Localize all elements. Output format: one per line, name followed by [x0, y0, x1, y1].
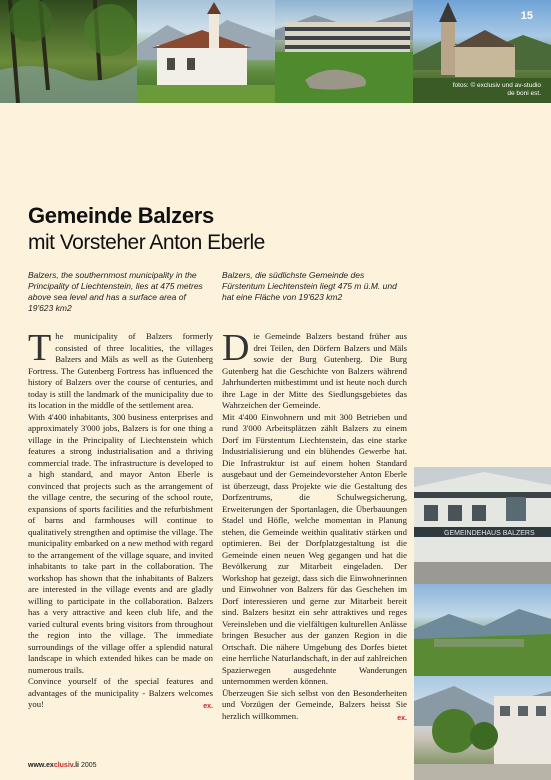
article-subtitle: mit Vorsteher Anton Eberle [28, 231, 265, 254]
gemeindehaus-graphic [414, 467, 551, 584]
photo-chapel [137, 0, 275, 103]
paragraph-en-1 [28, 327, 213, 412]
header-photo-strip [0, 0, 551, 103]
article-title: Gemeinde Balzers [28, 203, 214, 228]
signature-en: ex. [203, 703, 213, 710]
photo-credit: fotos: © exclusiv und av-studio de boni est. [452, 82, 541, 97]
paragraph-de-2: Mit 4'400 Einwohnern und mit 300 Betrieben und rund 3'000 Arbeitsplätzen zählt Balzers zu einem Dorf im Fürstentum Liechtenstein, das eine starke Industrialisierung und ein blühendes Gewerbe hat. Die Infrastruktur ist auf einem hohen Standard ausgebaut und der Gemeindevorsteher Anton Eberle ist überzeugt, dass Projekte wie die Gestaltung des Dorfzentrums, die Schulwegsicherung, Erweiterungen der Sportanlagen, die Überbauungen Stadel und Höfle, welche momentan in Planung stehen, die Gemeinde weithin qualitativ stärken und optimieren. Bei der Dorfplatzgestaltung ist die Gemeinde einen neuen Weg gegangen und hat die Bevölkerung zur Mitarbeit eingeladen. Der Workshop hat gezeigt, dass sich die Einwohnerinnen und Einwohner von Balzers für das Geschehen im Dorf interessieren und gerne zur Mitarbeit bereit sind. Balzers besitzt ein sehr attraktives und reges Vereinsleben und die vielfältigen kulturellen Anlässe bringen Besucher aus der ganzen Region in die Ortschaft. Die nähere Umgebung des Dorfes bietet eine herrliche Naturlandschaft, in der auf zahlreichen Spazierwegen ausgedehnte Wanderungen unternommen werden können. [222, 411, 407, 686]
photo-forest-stream [0, 0, 137, 103]
footer-year: 2005 [80, 762, 97, 769]
valley-graphic [414, 584, 551, 676]
paragraph-de-3 [222, 688, 407, 723]
footer [28, 762, 97, 769]
footer-prefix: www.ex [28, 762, 54, 769]
column-english [28, 327, 213, 713]
paragraph-de-3-text: Überzeugen Sie sich selbst von den Besonderheiten und Vorzügen der Gemeinde, Balzers heisst Sie herzlich willkommen. [222, 687, 407, 721]
building-sign: GEMEINDEHAUS BALZERS [444, 530, 535, 537]
chapel-graphic [137, 0, 275, 103]
modern-building-graphic [275, 0, 413, 103]
paragraph-en-1-text: he municipality of Balzers formerly consisted of three localities, the villages Balzers and Mäls as well as the Gutenberg Fortress. The Gutenberg Fortress has influenced the history of Balzers over the course of centuries, and today is still the landmark of the municipality due to its location in the middle of the settlement area. [28, 331, 213, 410]
footer-suffix: .li [73, 762, 79, 769]
column-german [222, 327, 407, 724]
lead-english: Balzers, the southernmost municipality in the Principality of Liechtenstein, lies at 475 metres above sea level and has a surface area of 19'623 km2 [28, 270, 203, 313]
paragraph-en-2: With 4'400 inhabitants, 300 business enterprises and approximately 3'000 jobs, Balzers is for one thing a village in the Principality of Liechtenstein which features a strong industrialisation and a thriving commercial trade. The infrastructure is developed to a high standard, and mayor Anton Eberle is convinced that projects such as the arrangement of the village centre, the securing of the school route, expansions of sports facilities and the refurbishment of barns and farmhouses will continue to qualitatively strengthen and optimise the village. The municipality embarked on a new method with regard to the arrangement of the village square, and invited inhabitants to take part in the collaboration. The workshop has shown that the inhabitants of Balzers are interested in the village events and are gladly willing to participate in the collaboration. Balzers has a very attractive and keen club life, and the varied cultural events bring visitors from throughout the region into the village. The immediate surroundings of the village offer a splendid natural landscape in which extended hikes can be made on numerous trails. [28, 411, 213, 675]
photo-village-street [414, 676, 551, 780]
signature-de: ex. [397, 714, 407, 722]
lead-german: Balzers, die südlichste Gemeinde des Fürstentum Liechtenstein liegt 475 m ü.M. und hat eine Fläche von 19'623 km2 [222, 270, 397, 302]
paragraph-de-1 [222, 327, 407, 412]
photo-church [413, 0, 551, 103]
footer-brand: clusiv [53, 762, 74, 769]
photo-modern-building [275, 0, 413, 103]
dropcap-en: T [28, 327, 52, 369]
paragraph-de-1-text: ie Gemeinde Balzers bestand früher aus drei Teilen, den Dörfern Balzers und Mäls sowie der Burg Gutenberg. Die Burg Gutenberg hat die Geschichte von Balzers während Jahrhunderten mitbestimmt und ist heute noch durch ihre Lage in der Mitte des Siedlungsgebietes das Wahrzeichen der Gemeinde. [222, 331, 407, 410]
page-number: 15 [520, 10, 533, 22]
village-street-graphic [414, 676, 551, 780]
photo-valley-view [414, 584, 551, 676]
paragraph-en-3-text: Convince yourself of the special features and advantages of the municipality - Balzers welcomes you! [28, 676, 213, 709]
forest-stream-graphic [0, 0, 137, 103]
dropcap-de: D [222, 327, 250, 369]
photo-gemeindehaus [414, 467, 551, 584]
paragraph-en-3 [28, 676, 213, 711]
